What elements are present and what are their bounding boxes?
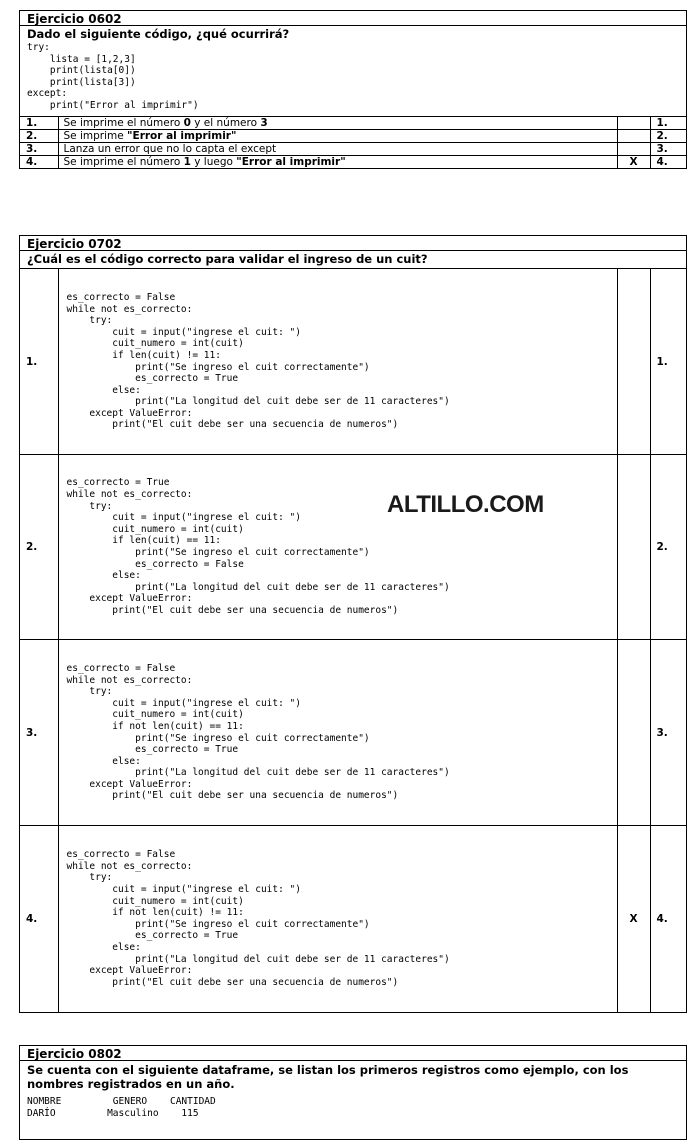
answer-mark: X (617, 155, 650, 168)
option-row[interactable] (20, 155, 686, 168)
exercise-title: Ejercicio 0702 (20, 236, 686, 251)
option-number: 3. (20, 142, 58, 155)
option-code (58, 640, 617, 826)
option-number: 2. (20, 129, 58, 142)
dataframe-preview: NOMBRE GENERO CANTIDAD DARÍO Masculino 115 (27, 1096, 216, 1119)
exercise-title: Ejercicio 0802 (20, 1046, 686, 1061)
option-row[interactable] (20, 269, 686, 455)
option-row[interactable] (20, 129, 686, 142)
exercise-title: Ejercicio 0602 (20, 11, 686, 26)
option-number-right: 1. (650, 269, 686, 455)
exercise-question: Se cuenta con el siguiente dataframe, se listan los primeros registros como ejemplo, con los nombres registrados en un año. (27, 1063, 629, 1091)
options-table (20, 268, 686, 1012)
watermark-logo: ALTILLO.COM (387, 491, 544, 518)
options-table (20, 116, 686, 168)
option-number-right: 2. (650, 129, 686, 142)
option-text: Se imprime el número 1 y luego "Error al imprimir" (58, 155, 617, 168)
answer-mark (617, 116, 650, 129)
option-number-right: 2. (650, 455, 686, 640)
exercise-0702 (19, 235, 687, 1013)
option-code (58, 826, 617, 1012)
option-text: Se imprime el número 0 y el número 3 (58, 116, 617, 129)
option-number: 1. (20, 116, 58, 129)
exercise-0602 (19, 10, 687, 169)
option-code (58, 455, 617, 640)
option-row[interactable] (20, 640, 686, 826)
exercise-question: Dado el siguiente código, ¿qué ocurrirá? (27, 27, 290, 41)
answer-mark (617, 269, 650, 455)
exercise-0802 (19, 1045, 687, 1140)
code-snippet: es_correcto = False while not es_correcto: try: cuit = input("ingrese el cuit: ") cuit_numero = int(cuit) if len(cuit) != 11: print("Se ingreso el cuit correctamente") es_correcto = True else: print("La longitud del cuit debe ser de 11 caracteres") except ValueError: print("El cuit debe ser una secuencia de numeros") (66, 291, 450, 431)
option-row[interactable] (20, 826, 686, 1012)
option-row[interactable] (20, 455, 686, 640)
option-number-right: 4. (650, 826, 686, 1012)
option-number: 1. (20, 269, 58, 455)
option-number: 4. (20, 826, 58, 1012)
exercise-question: ¿Cuál es el código correcto para validar el ingreso de un cuit? (27, 252, 428, 266)
option-row[interactable] (20, 142, 686, 155)
code-snippet: es_correcto = False while not es_correcto: try: cuit = input("ingrese el cuit: ") cuit_numero = int(cuit) if not len(cuit) != 11: print("Se ingreso el cuit correctamente") es_correcto = True else: print("La longitud del cuit debe ser de 11 caracteres") except ValueError: print("El cuit debe ser una secuencia de numeros") (66, 849, 450, 988)
answer-mark (617, 640, 650, 826)
option-text: Se imprime "Error al imprimir" (58, 129, 617, 142)
answer-mark (617, 129, 650, 142)
option-number-right: 3. (650, 640, 686, 826)
option-code (58, 269, 617, 455)
option-number-right: 3. (650, 142, 686, 155)
option-number-right: 4. (650, 155, 686, 168)
option-number: 2. (20, 455, 58, 640)
code-snippet: try: lista = [1,2,3] print(lista[0]) print(lista[3]) except: print("Error al imprimir") (27, 42, 199, 111)
answer-mark (617, 455, 650, 640)
option-row[interactable] (20, 116, 686, 129)
option-number-right: 1. (650, 116, 686, 129)
code-snippet: es_correcto = False while not es_correcto: try: cuit = input("ingrese el cuit: ") cuit_numero = int(cuit) if not len(cuit) == 11: print("Se ingreso el cuit correctamente") es_correcto = True else: print("La longitud del cuit debe ser de 11 caracteres") except ValueError: print("El cuit debe ser una secuencia de numeros") (66, 662, 450, 802)
option-number: 3. (20, 640, 58, 826)
answer-mark: X (617, 826, 650, 1012)
option-number: 4. (20, 155, 58, 168)
answer-mark (617, 142, 650, 155)
option-text: Lanza un error que no lo capta el except (58, 142, 617, 155)
code-snippet: es_correcto = True while not es_correcto: try: cuit = input("ingrese el cuit: ") cuit_numero = int(cuit) if len(cuit) == 11: print("Se ingreso el cuit correctamente") es_correcto = False else: print("La longitud del cuit debe ser de 11 caracteres") except ValueError: print("El cuit debe ser una secuencia de numeros") (66, 477, 450, 616)
